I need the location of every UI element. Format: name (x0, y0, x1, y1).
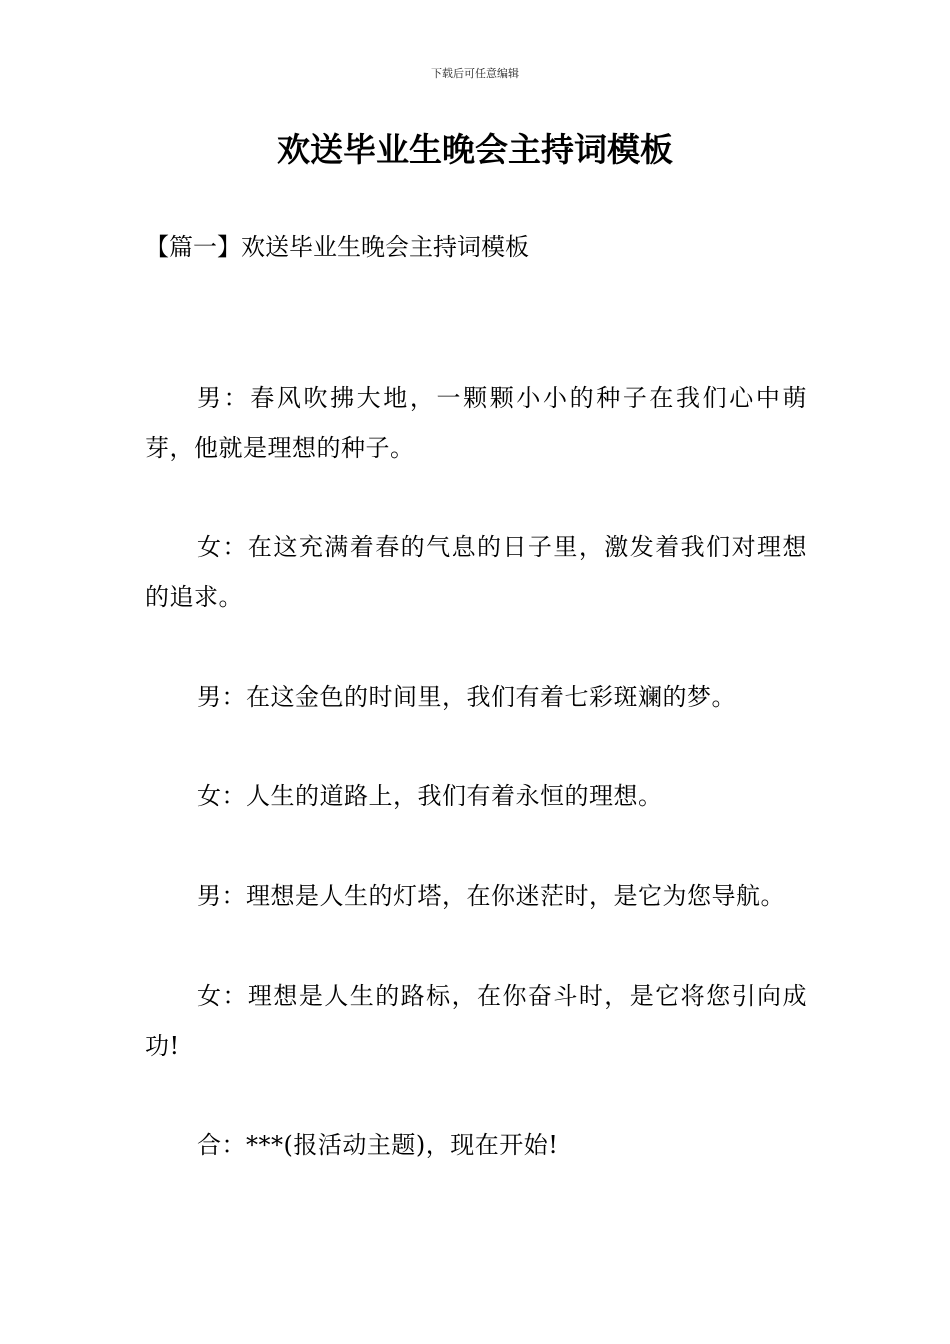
paragraph: 男：理想是人生的灯塔，在你迷茫时，是它为您导航。 (197, 882, 785, 910)
page-title: 欢送毕业生晚会主持词模板 (277, 130, 673, 169)
paragraph: 男：春风吹拂大地，一颗颗小小的种子在我们心中萌芽，他就是理想的种子。 (145, 384, 807, 462)
paragraph: 女：理想是人生的路标，在你奋斗时，是它将您引向成功! (145, 982, 807, 1060)
section-heading: 【篇一】欢送毕业生晚会主持词模板 (145, 233, 529, 261)
paragraph: 女：人生的道路上，我们有着永恒的理想。 (197, 782, 663, 810)
paragraph: 男：在这金色的时间里，我们有着七彩斑斓的梦。 (197, 683, 736, 711)
paragraph: 女：在这充满着春的气息的日子里，激发着我们对理想的追求。 (145, 533, 807, 611)
header-note: 下载后可任意编辑 (431, 67, 519, 80)
paragraph: 合：***(报活动主题)，现在开始! (197, 1131, 559, 1159)
